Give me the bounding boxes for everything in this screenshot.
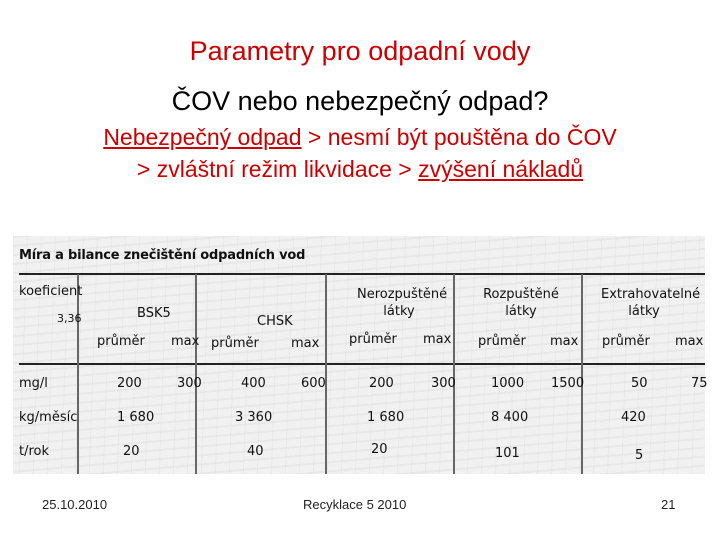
table-cell: 50 (631, 376, 648, 391)
cost-increase-term: zvýšení nákladů (418, 156, 584, 182)
row-unit-kg-month: kg/měsíc (19, 410, 78, 425)
subheader-average: průměr (97, 334, 145, 349)
column-divider (581, 274, 583, 474)
footer-date: 25.10.2010 (42, 497, 108, 512)
table-cell: 3 360 (235, 410, 273, 425)
slide-title: Parametry pro odpadní vody (189, 36, 531, 66)
table-cell: 1000 (491, 376, 525, 391)
table-cell: 200 (369, 376, 394, 391)
footer-center: Recyklace 5 2010 (303, 497, 407, 512)
coefficient-label: koeficient (19, 284, 83, 299)
column-divider (195, 274, 197, 474)
table-cell: 101 (495, 446, 520, 461)
table-cell: 200 (117, 376, 142, 391)
scanned-table-image (13, 236, 708, 474)
statement-line-1-rest: > nesmí být pouštěna do ČOV (301, 124, 617, 150)
table-cell: 1500 (551, 376, 585, 391)
table-cell: 75 (691, 376, 708, 391)
table-cell: 20 (123, 444, 140, 459)
table-cell: 40 (247, 444, 264, 459)
coefficient-value: 3,36 (57, 312, 82, 325)
table-cell: 300 (177, 376, 202, 391)
group-header-chsk: CHSK (257, 314, 293, 329)
table-cell: 1 680 (117, 410, 155, 425)
row-unit-mgl: mg/l (19, 376, 48, 391)
column-divider (453, 274, 455, 474)
subheader-average: průměr (211, 336, 259, 351)
page-number: 21 (661, 497, 676, 512)
slide-subtitle: ČOV nebo nebezpečný odpad? (171, 86, 549, 116)
subheader-max: max (550, 334, 579, 349)
group-header-extractable: Extrahovatelné látky (601, 287, 701, 319)
group-header-undissolved: Nerozpuštěné látky (357, 287, 448, 319)
statement-line-2-text: > zvláštní režim likvidace > (136, 156, 419, 182)
subheader-average: průměr (349, 332, 397, 347)
table-cell: 400 (241, 376, 266, 391)
table-cell: 8 400 (491, 410, 529, 425)
table-cell: 20 (371, 442, 388, 457)
row-unit-t-year: t/rok (19, 444, 50, 459)
group-header-bsk5: BSK5 (137, 306, 171, 321)
subheader-max: max (675, 334, 704, 349)
table-cell: 300 (431, 376, 456, 391)
table-cell: 420 (621, 410, 646, 425)
table-cell: 1 680 (367, 410, 405, 425)
subheader-max: max (291, 336, 320, 351)
table-top-rule (19, 273, 705, 275)
hazardous-waste-term: Nebezpečný odpad (103, 124, 302, 150)
group-header-dissolved: Rozpuštěné látky (483, 287, 559, 319)
subheader-average: průměr (478, 334, 526, 349)
table-title: Míra a bilance znečištění odpadních vod (19, 248, 306, 263)
subheader-max: max (423, 332, 452, 347)
table-cell: 600 (301, 376, 326, 391)
subheader-average: průměr (602, 334, 650, 349)
statement-line-1 (0, 124, 720, 151)
table-cell: 5 (635, 448, 644, 463)
subheader-max: max (171, 334, 200, 349)
statement-line-2 (0, 156, 720, 183)
column-divider (325, 274, 327, 474)
column-divider (77, 274, 79, 474)
table-header-rule (19, 363, 705, 365)
